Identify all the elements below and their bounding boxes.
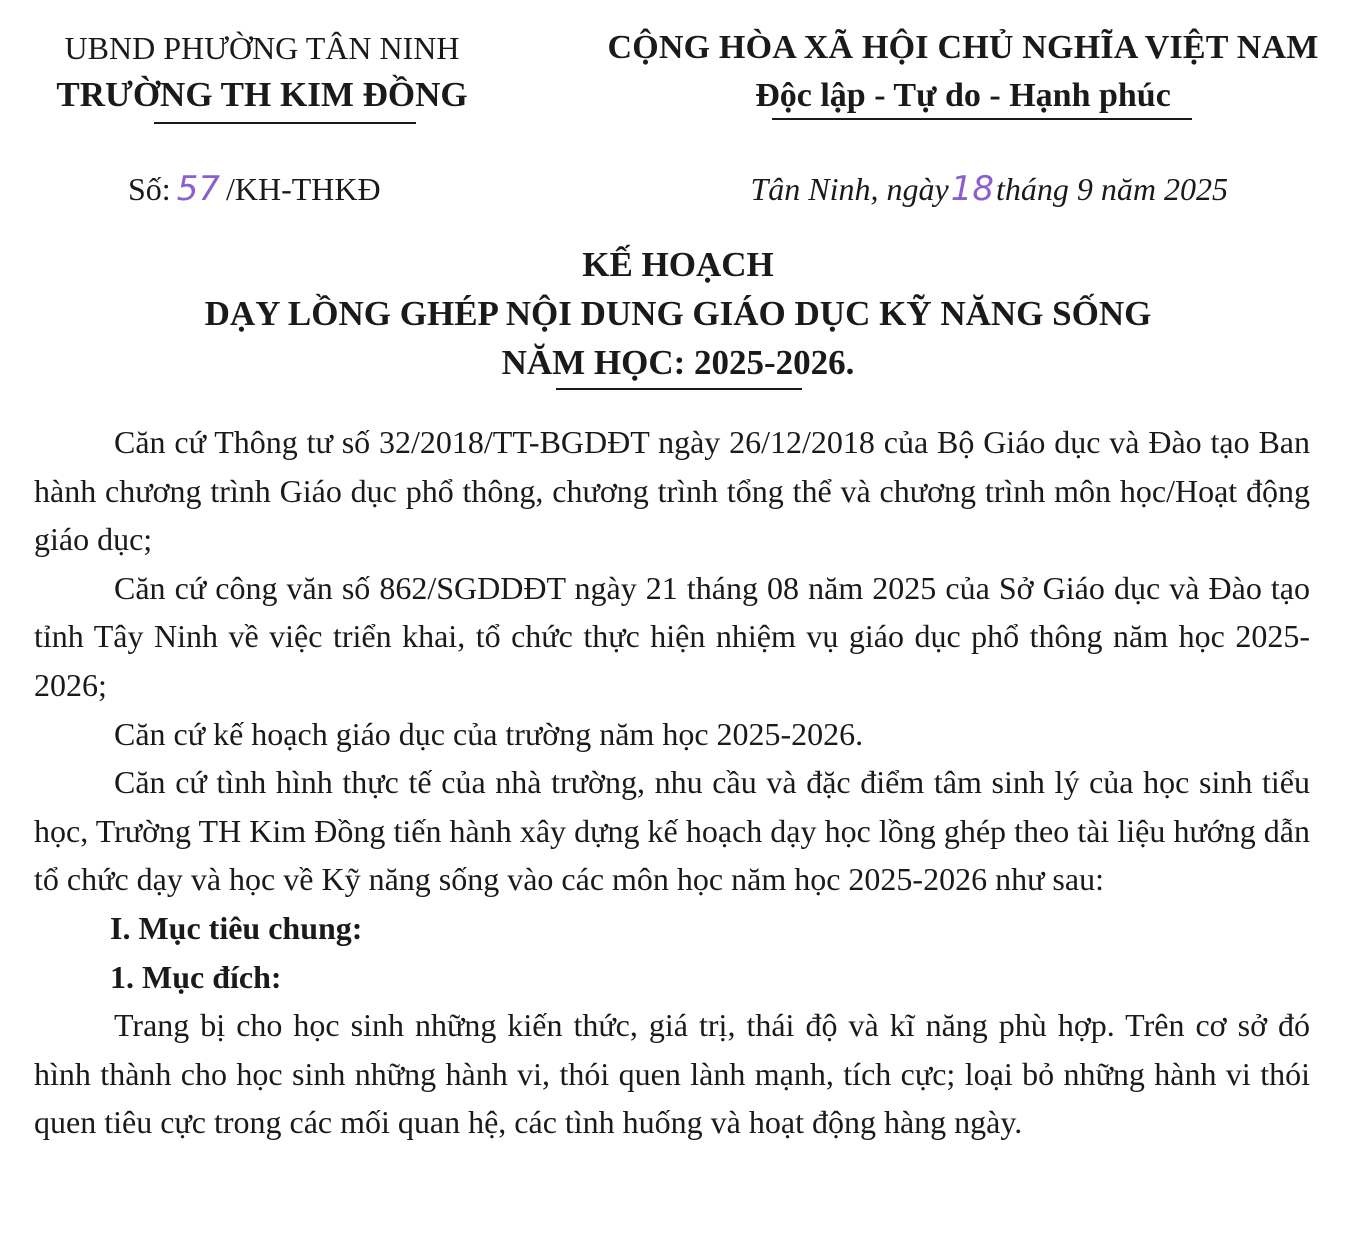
date-line	[751, 166, 1229, 212]
doc-number-handwritten: 57	[176, 169, 220, 209]
school-underline	[154, 122, 416, 124]
header-right	[588, 26, 1338, 122]
title-line-3: NĂM HỌC: 2025-2026.	[501, 343, 855, 382]
paragraph-legal-basis-3: Căn cứ kế hoạch giáo dục của trường năm học 2025-2026.	[114, 715, 864, 752]
date-day-handwritten: 18	[950, 169, 994, 209]
date-rest: tháng 9 năm 2025	[996, 171, 1228, 207]
header-left	[22, 26, 502, 120]
motto-underline	[772, 118, 1192, 120]
document-body	[34, 418, 1310, 1147]
paragraph-legal-basis-1: Căn cứ Thông tư số 32/2018/TT-BGDĐT ngày 26/12/2018 của Bộ Giáo dục và Đào tạo Ban hành chương trình Giáo dục phổ thông, chương trình tổng thể và chương trình môn học/Hoạt động giáo dục;	[34, 424, 1310, 558]
document-title	[0, 240, 1346, 387]
date-place-prefix: Tân Ninh, ngày	[750, 171, 949, 207]
document-number	[128, 166, 381, 212]
paragraph-context: Căn cứ tình hình thực tế của nhà trường, nhu cầu và đặc điểm tâm sinh lý của học sinh tiểu học, Trường TH Kim Đồng tiến hành xây dựng kế hoạch dạy học lồng ghép theo tài liệu hướng dẫn tổ chức dạy và học về Kỹ năng sống vào các môn học năm học 2025-2026 như sau:	[34, 764, 1310, 898]
doc-number-suffix: /KH-THKĐ	[225, 171, 381, 207]
paragraph-purpose: Trang bị cho học sinh những kiến thức, giá trị, thái độ và kĩ năng phù hợp. Trên cơ sở đó hình thành cho học sinh những hành vi, thói quen lành mạnh, tích cực; loại bỏ những hành vi thói quen tiêu cực trong các mối quan hệ, các tình huống và hoạt động hàng ngày.	[34, 1007, 1310, 1141]
subsection-heading-1: 1. Mục đích:	[110, 958, 282, 995]
national-motto: Độc lập - Tự do - Hạnh phúc	[755, 77, 1171, 114]
section-heading-1: I. Mục tiêu chung:	[110, 909, 363, 946]
title-line-1: KẾ HOẠCH	[582, 245, 774, 284]
agency-name: UBND PHƯỜNG TÂN NINH	[64, 30, 460, 66]
paragraph-legal-basis-2: Căn cứ công văn số 862/SGDDĐT ngày 21 tháng 08 năm 2025 của Sở Giáo dục và Đào tạo tỉnh Tây Ninh về việc triển khai, tổ chức thực hiện nhiệm vụ giáo dục phổ thông năm học 2025-2026;	[34, 569, 1310, 703]
title-underline	[556, 388, 802, 390]
title-line-2: DẠY LỒNG GHÉP NỘI DUNG GIÁO DỤC KỸ NĂNG SỐNG	[204, 294, 1152, 333]
doc-number-prefix: Số:	[128, 171, 171, 207]
national-title: CỘNG HÒA XÃ HỘI CHỦ NGHĨA VIỆT NAM	[607, 29, 1319, 66]
school-name: TRƯỜNG TH KIM ĐỒNG	[56, 75, 468, 114]
